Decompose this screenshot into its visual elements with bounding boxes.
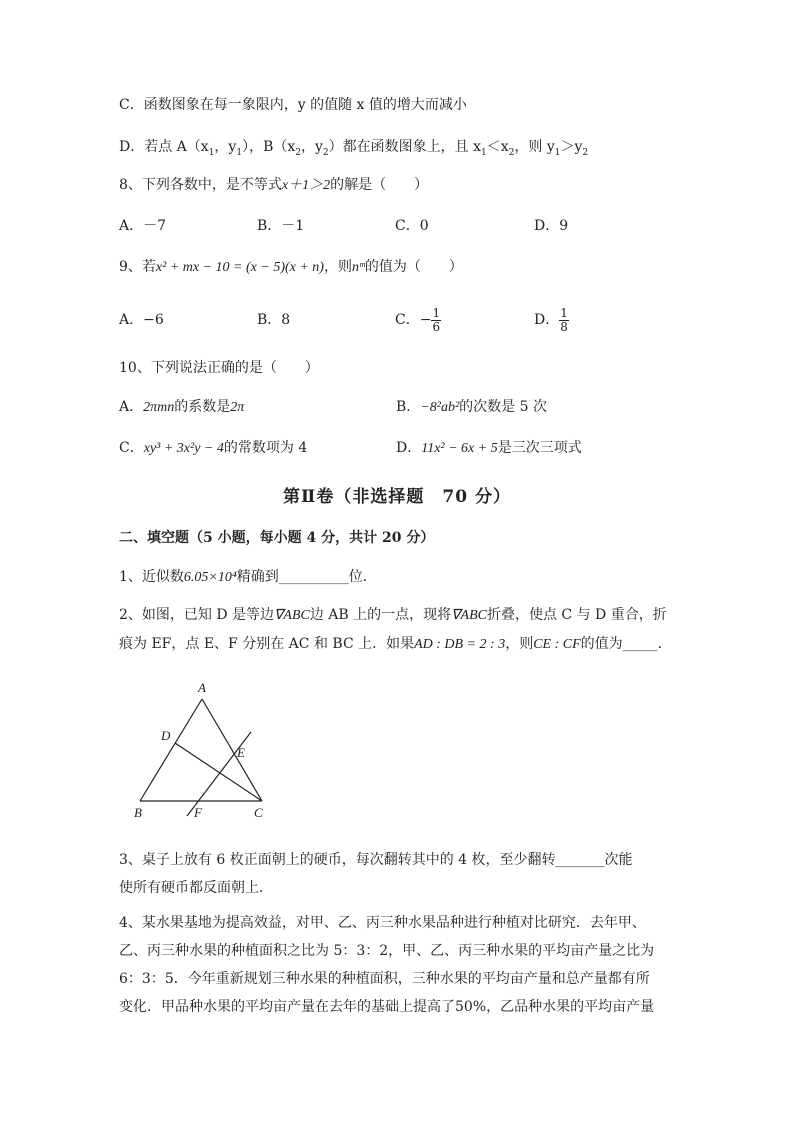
label-e: E bbox=[237, 745, 245, 760]
segment-dc bbox=[175, 743, 262, 801]
fill4-line3: 6：3：5．今年重新规划三种水果的种植面积，三种水果的平均亩产量和总产量都有所 bbox=[119, 971, 650, 987]
q10-option-b: B．−8²ab²的次数是 5 次 bbox=[396, 399, 547, 415]
q7-option-c: C．函数图象在每一象限内，y 的值随 x 值的增大而减小 bbox=[119, 97, 467, 113]
q9-stem: 9、若x² + mx − 10 = (x − 5)(x + n)，则nᵐ的值为（ ） bbox=[119, 259, 463, 275]
fill4 bbox=[119, 909, 681, 1021]
side-ac bbox=[202, 699, 262, 801]
q9-option-d: D． $\frac{1}{8}$ bbox=[534, 305, 568, 334]
q10-option-a: A．2πmn的系数是2π bbox=[119, 399, 245, 415]
triangle-figure bbox=[120, 676, 280, 826]
side-ab bbox=[140, 699, 202, 801]
fill2 bbox=[119, 601, 681, 659]
fill2-line2: 痕为 EF，点 E、F 分别在 AC 和 BC 上．如果AD : DB = 2 : 3，则CE : CF的值为_____． bbox=[119, 636, 672, 652]
q8-option-a: A．－7 bbox=[119, 218, 167, 234]
fill4-line1: 4、某水果基地为提高效益，对甲、乙、丙三种水果品种进行种植对比研究．去年甲、 bbox=[119, 915, 646, 931]
q8-option-b: B．－1 bbox=[257, 218, 305, 234]
part2-title: 第Ⅱ卷（非选择题 70 分） bbox=[283, 487, 511, 507]
fill4-line2: 乙、丙三种水果的种植面积之比为 5：3：2，甲、乙、丙三种水果的平均亩产量之比为 bbox=[119, 943, 655, 959]
q8-option-c: C．0 bbox=[395, 218, 429, 234]
label-b: B bbox=[134, 805, 142, 820]
label-c: C bbox=[254, 805, 263, 820]
q10-stem: 10、下列说法正确的是（ ） bbox=[119, 360, 319, 376]
q10-option-c: C．xy³ + 3x²y − 4的常数项为 4 bbox=[119, 440, 308, 456]
q9-option-b: B．8 bbox=[257, 312, 291, 328]
q7-option-d: D．若点 $A(x_1$，$y_1$），$B(x_2$，$y_2$）都在函数图象上，且 $x_1<x_2$，则 $y_1>y_2$ bbox=[119, 139, 589, 158]
section2-heading: 二、填空题（5 小题，每小题 4 分，共计 20 分） bbox=[119, 530, 435, 546]
fill3-line1: 3、桌子上放有 6 枚正面朝上的硬币，每次翻转其中的 4 枚，至少翻转_______次能 bbox=[119, 852, 633, 868]
fill3-line2: 使所有硬币都反面朝上． bbox=[119, 880, 273, 896]
q9-option-c: C．− $\frac{1}{6}$ bbox=[395, 305, 441, 334]
q8-option-d: D．9 bbox=[534, 218, 569, 234]
q9-c-fraction: $\frac{1}{6}$ bbox=[432, 305, 441, 334]
fill1: 1、近似数6.05×10⁴精确到__________位． bbox=[119, 569, 377, 585]
label-d: D bbox=[161, 728, 171, 743]
q10-option-d: D．11x² − 6x + 5是三次三项式 bbox=[396, 440, 582, 456]
q9-d-fraction: $\frac{1}{8}$ bbox=[560, 305, 568, 334]
fill2-line1: 2、如图，已知 D 是等边∇ABC边 AB 上的一点，现将∇ABC折叠，使点 C 与 D 重合，折 bbox=[119, 607, 667, 623]
q9-option-a: A．−6 bbox=[119, 312, 164, 328]
label-a: A bbox=[198, 680, 206, 695]
q8-stem: 8、下列各数中，是不等式x＋1＞2的解是（ ） bbox=[119, 177, 429, 193]
label-f: F bbox=[194, 805, 202, 820]
fill4-line4: 变化．甲品种水果的平均亩产量在去年的基础上提高了50%，乙品种水果的平均亩产量 bbox=[119, 999, 655, 1015]
fill3 bbox=[119, 846, 681, 902]
